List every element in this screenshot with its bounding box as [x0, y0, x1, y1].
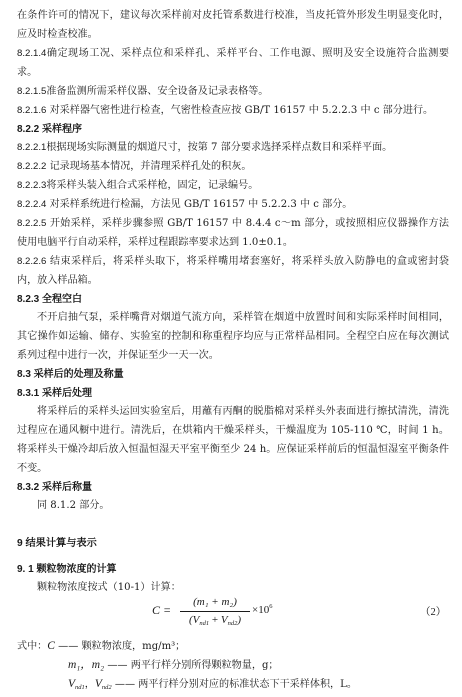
clause-8-2-2-2: [17, 157, 449, 176]
paragraph-field-blank: 不开启抽气泵，采样嘴背对烟道气流方向，采样管在烟道中放置时间和实际采样时间相同，其它操作如运输、储存、实验室的控制和称重程序均应与正常样品相同。全程空白应在每次测试系列过程中进行一次，并保证至少一天一次。: [17, 312, 449, 361]
heading-8-2-3: 8.2.3 全程空白: [17, 294, 83, 305]
clause-8-2-2-3: [17, 176, 449, 195]
equation-number: （2）: [420, 607, 447, 618]
equation-lhs: C =: [152, 603, 172, 617]
equation-rhs: [252, 603, 272, 616]
clause-number: 8.2.1.6: [17, 105, 47, 116]
heading-8-3: 8.3 采样后的处理及称量: [17, 369, 124, 380]
clause-8-2-2-5: [17, 214, 449, 252]
clause-number: 8.2.2.6: [17, 256, 47, 267]
clause-text: 对采样器气密性进行检查，气密性检查应按 GB/T 16157 中 5.2.2.3 中 c 部分进行。: [49, 105, 434, 116]
heading-8-2-2: 8.2.2 采样程序: [17, 124, 83, 135]
heading-8-3-2: 8.3.2 采样后称量: [17, 482, 93, 493]
paragraph-weighing: 同 8.1.2 部分。: [37, 500, 110, 511]
clause-text: 记录现场基本情况，并清理采样孔处的积灰。: [49, 161, 252, 172]
clause-text: 根据现场实际测量的烟道尺寸，按第 7 部分要求选择采样点数目和采样平面。: [46, 142, 393, 153]
clause-number: 8.2.1.4: [17, 48, 47, 59]
clause-number: 8.2.1.5: [17, 86, 47, 97]
clause-8-2-1-5: [17, 82, 449, 101]
where-m: [68, 656, 279, 675]
paragraph-post-sampling: 将采样后的采样头运回实验室后，用蘸有丙酮的脱脂棉对采样头外表面进行擦拭清洗，清洗过程应在通风橱中进行。清洗后，在烘箱内干燥采样头，干燥温度为 105-110 ℃，时间 1 h。将采样头干燥冷却后放入恒温恒湿天平室平衡至少 24 h。应保证采样前后的恒温恒湿室平衡条件不变。: [17, 406, 449, 474]
equation-denominator: $(V_{nd1} + V_{nd2})$: [188, 614, 242, 627]
clause-number: 8.2.2.2: [17, 161, 47, 172]
symbol-v2-sub: nd2: [101, 684, 112, 691]
symbol-m-desc: —— 两平行样分别所得颗粒物量，g；: [107, 660, 279, 671]
clause-text: 对采样系统进行检漏，方法见 GB/T 16157 中 5.2.2.3 中 c 部分。: [49, 199, 353, 210]
equation-fraction: [180, 594, 250, 632]
clause-text: 将采样头装入组合式采样枪，固定，记录编号。: [46, 180, 259, 191]
equation-numerator: (m₁ + m₂): [180, 594, 250, 612]
symbol-c-desc: —— 颗粒物浓度，mg/m³；: [58, 641, 186, 652]
where-v: $V_{nd1}$，$V_{nd2}$ —— 两平行样分别对应的标准状态下干采样体积，L。: [68, 678, 357, 691]
symbol-m: m₁，m₂: [68, 659, 105, 671]
symbol-c: C: [47, 640, 55, 652]
symbol-v-desc: —— 两平行样分别对应的标准状态下干采样体积，L。: [114, 679, 357, 690]
clause-8-2-1-4: [17, 44, 449, 82]
paragraph-formula-intro: 颗粒物浓度按式（10-1）计算：: [37, 582, 181, 593]
symbol-v1: V: [68, 678, 76, 690]
clause-8-2-1-6: [17, 101, 449, 120]
heading-8-3-1: 8.3.1 采样后处理: [17, 388, 93, 399]
denominator-v2-sub: nd2: [227, 620, 238, 627]
clause-text: 确定现场工况、采样点位和采样孔、采样平台、工作电源、照明及安全设施符合监测要求。: [17, 48, 449, 78]
clause-number: 8.2.2.5: [17, 218, 47, 229]
where-intro: 式中：: [17, 641, 48, 652]
heading-9: 9 结果计算与表示: [17, 538, 97, 549]
clause-number: 8.2.2.1: [17, 142, 47, 153]
heading-9-1: 9. 1 颗粒物浓度的计算: [17, 564, 117, 575]
denominator-v1: V: [192, 614, 200, 626]
clause-number: 8.2.2.4: [17, 199, 47, 210]
equation-block: [0, 592, 462, 632]
where-c: [17, 637, 185, 656]
symbol-v1-sub: nd1: [75, 684, 85, 691]
clause-8-2-2-1: [17, 138, 449, 157]
equation-times: ×10: [252, 604, 270, 616]
clause-text: 结束采样后，将采样头取下，将采样嘴用堵套塞好，将采样头放入防静电的盒或密封袋内，放入样品箱。: [17, 256, 450, 286]
equation-exponent: 6: [269, 603, 273, 610]
clause-text: 准备监测所需采样仪器、安全设备及记录表格等。: [46, 86, 269, 97]
denominator-v2: V: [220, 614, 228, 626]
symbol-v2: V: [94, 678, 102, 690]
paragraph-text: 在条件许可的情况下，建议每次采样前对皮托管系数进行校准，当皮托管外形发生明显变化时，应及时检查校准。: [17, 10, 449, 40]
clause-8-2-2-6: [17, 252, 449, 290]
paragraph-calibration: [17, 6, 449, 44]
clause-8-2-2-4: [17, 195, 449, 214]
clause-text: 开始采样，采样步骤参照 GB/T 16157 中 8.4.4 c～m 部分，或按照相应仪器操作方法使用电脑平行自动采样，采样过程跟踪率要求达到 1.0±0.1。: [17, 218, 449, 248]
denominator-v1-sub: nd1: [199, 620, 210, 627]
clause-number: 8.2.2.3: [17, 180, 47, 191]
